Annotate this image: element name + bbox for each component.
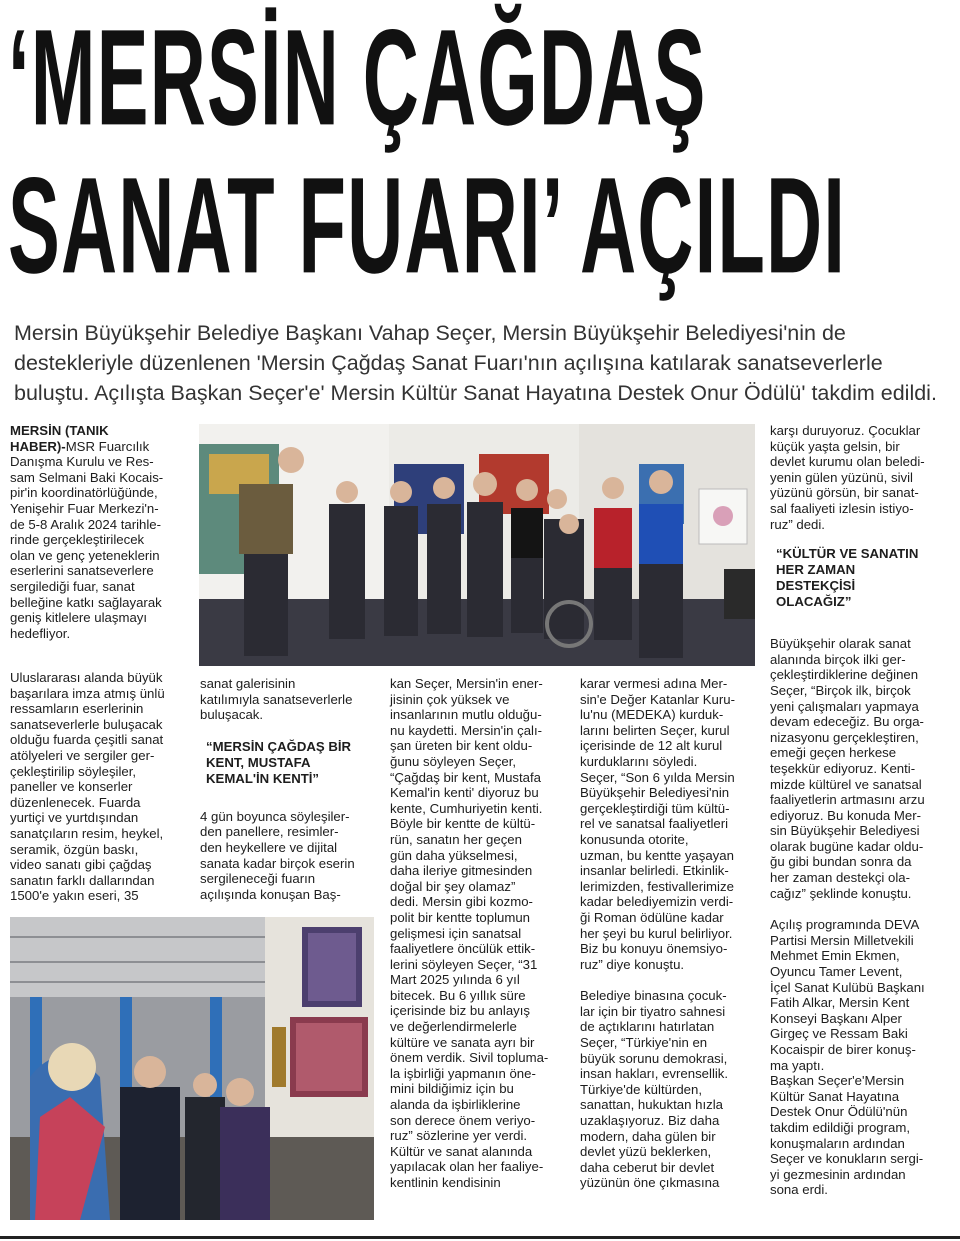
text-line: İçel Sanat Kulübü Başkanı: [770, 979, 925, 995]
column-left-top: [10, 423, 195, 641]
text-line: gelişmesi için sanatsal: [390, 925, 522, 941]
headline-line-2: SANAT FUARI’ AÇILDI: [8, 150, 847, 302]
text-line: buluşacak.: [200, 707, 264, 723]
text-line: eserlerini sanatseverlere: [10, 563, 154, 579]
text-line: rel ve sanatsal faaliyetleri: [580, 816, 729, 832]
text-line: son derece önem veriyo-: [390, 1112, 536, 1128]
text-line: ğu gibi bundan sonra da: [770, 854, 912, 870]
text-line: yurtiçi ve yurtdışından: [10, 810, 139, 826]
text-line: Konseyi Başkanı Alper: [770, 1010, 902, 1026]
text-line: sanatseverlerle buluşacak: [10, 716, 163, 732]
text-line: sanatçıların resim, heykel,: [10, 825, 164, 841]
text-line: kurduklarını söyledi.: [580, 753, 698, 769]
text-line: Büyükşehir Belediyesi'nin: [580, 785, 730, 801]
text-line: de açtıklarını hatırlatan: [580, 1019, 715, 1035]
text-line: Kültür Sanat Hayatına: [770, 1088, 900, 1104]
text-line: MSR Fuarcılık: [65, 438, 150, 454]
text-line: açılışında konuşan Baş-: [200, 886, 341, 902]
text-line: “MERSİN ÇAĞDAŞ BİR: [206, 738, 352, 754]
text-line: insan hakları, evrensellik.: [580, 1066, 729, 1082]
text-line: şan üreten bir kent oldu-: [390, 738, 533, 754]
text-line: Açılış programında DEVA: [770, 917, 920, 933]
text-line: nizasyonu gerçekleştiren,: [770, 729, 919, 745]
text-line: sam Selmani Baki Kocais-: [10, 469, 164, 485]
text-line: Belediye binasına çocuk-: [580, 988, 727, 1004]
text-line: kentlinin kendisinin: [390, 1175, 501, 1190]
text-line: karar vermesi adına Mer-: [580, 676, 728, 691]
text-line: Danışma Kurulu ve Res-: [10, 454, 154, 470]
text-line: paneller ve konserler: [10, 779, 133, 795]
text-line: sanata kadar birçok eserin: [200, 855, 355, 871]
text-line: teşekkür ediyoruz. Kenti-: [770, 760, 916, 776]
paragraph: [770, 917, 952, 1198]
text-line: Fatih Alkar, Mersin Kent: [770, 995, 910, 1011]
text-line: Büyükşehir olarak sanat: [770, 636, 911, 652]
text-line: gün daha yükselmesi,: [390, 847, 518, 863]
text-line: Biz bu konuyu önemsiyo-: [580, 941, 728, 957]
dateline: MERSİN (TANIK: [10, 423, 109, 438]
text-line: modern, daha gülen bir: [580, 1128, 716, 1144]
text-line: Seçer, “Birçok ilk, birçok: [770, 682, 911, 698]
text-line: Türkiye'de kültürden,: [580, 1081, 702, 1097]
text-line: gerçekleştirdiği tüm kültü-: [580, 800, 730, 816]
text-line: lu'nu (MEDEKA) kurduk-: [580, 707, 724, 723]
text-line: video sanatı gibi çağdaş: [10, 857, 152, 873]
text-line: hedefliyor.: [10, 625, 71, 641]
text-line: lerini söyleyen Seçer, “31: [390, 956, 538, 972]
text-line: olan ve genç yeteneklerin: [10, 547, 160, 563]
photo-group-at-fair: [199, 424, 755, 666]
text-line: dedi. Mersin gibi kozmo-: [390, 894, 533, 910]
text-line: devlet kurumu olan beledi-: [770, 454, 925, 470]
text-line: kente, Cumhuriyetin kenti.: [390, 800, 543, 816]
text-line: “KÜLTÜR VE SANATIN: [776, 546, 919, 562]
subheading: [200, 739, 380, 787]
text-line: Girgeç ve Ressam Baki: [770, 1026, 908, 1042]
paragraph: [770, 423, 952, 532]
text-line: Yenişehir Fuar Merkezi'n-: [10, 500, 159, 516]
text-line: içerisinde biz bu anlayış: [390, 1003, 531, 1019]
text-line: KEMAL'İN KENTİ”: [206, 770, 320, 786]
text-line: sin Büyükşehir Belediyesi: [770, 823, 920, 839]
text-line: olduğu fuarda çeşitli sanat: [10, 732, 164, 748]
text-line: ruz” sözlerine yer verdi.: [390, 1128, 528, 1144]
text-line: Başkan Seçer'e'Mersin: [770, 1073, 905, 1089]
text-line: OLACAĞIZ”: [776, 594, 852, 610]
text-line: Kocaispir de birer konuş-: [770, 1042, 916, 1057]
paragraph: [200, 676, 380, 723]
text-line: Kültür ve sanat alanında: [390, 1143, 533, 1159]
text-line: Oyuncu Tamer Levent,: [770, 964, 903, 980]
text-line: mini bildiğimiz için bu: [390, 1081, 514, 1097]
text-line: yeni çalışmaları yapmaya: [770, 698, 919, 714]
text-line: daha ileriye gitmesinden: [390, 863, 533, 879]
text-line: doğal bir şey olamaz”: [390, 878, 516, 894]
text-line: lerimizden, festivallerimize: [580, 878, 734, 894]
text-line: Seçer, “Türkiye'nin en: [580, 1035, 708, 1051]
text-line: de 5-8 Aralık 2024 tarihle-: [10, 516, 162, 532]
column-left-middle: [10, 670, 195, 904]
text-line: seramik, özgün baskı,: [10, 841, 139, 857]
text-line: Mehmet Emin Ekmen,: [770, 948, 900, 964]
text-line: kültüre ve sanata ayrı bir: [390, 1034, 535, 1050]
text-line: Partisi Mersin Milletvekili: [770, 932, 914, 948]
column-center-2: [390, 676, 570, 1191]
text-line: kadar belediyemizin verdi-: [580, 894, 734, 910]
text-line: büyük sorunu demokrasi,: [580, 1050, 728, 1066]
text-line: yapılacak olan her faaliye-: [390, 1159, 544, 1175]
subheading: [770, 546, 952, 610]
text-line: yi gezmesinin ardından: [770, 1166, 906, 1182]
text-line: sal faaliyeti izlesin istiyo-: [770, 500, 914, 516]
text-line: devlet yüzü beklerken,: [580, 1144, 712, 1160]
text-line: den panellere, resimler-: [200, 824, 339, 840]
lead-line: Mersin Büyükşehir Belediye Başkanı Vahap Seçer, Mersin Büyükşehir Belediyesi'nin de: [14, 321, 846, 345]
text-line: rinde gerçekleştirilecek: [10, 532, 145, 548]
text-line: ediyoruz. Bu konuda Mer-: [770, 807, 921, 823]
paragraph: [580, 988, 760, 1191]
text-line: yüzünün öne çıkmasına: [580, 1175, 720, 1191]
text-line: alanında birçok ilki ger-: [770, 651, 906, 667]
text-line: sanat galerisinin: [200, 676, 296, 691]
text-line: her şeyi bu kurul belirliyor.: [580, 925, 733, 941]
text-line: karşı duruyoruz. Çocuklar: [770, 423, 921, 438]
photo-visitors-viewing-art: [10, 917, 374, 1220]
text-line: düzenlenecek. Fuarda: [10, 794, 141, 810]
text-line: olarak bugüne kadar oldu-: [770, 838, 924, 854]
text-line: ruz” dedi.: [770, 516, 825, 532]
text-line: ressamların eserlerinin: [10, 701, 144, 717]
text-line: sanatın farklı dallarından: [10, 872, 155, 888]
dateline: HABER)-: [10, 438, 66, 454]
text-line: daha ceberut bir devlet: [580, 1159, 715, 1175]
text-line: Mart 2025 yılında 6 yıl: [390, 972, 520, 988]
text-line: polit bir kentte toplumun: [390, 909, 531, 925]
lead-paragraph: [14, 318, 944, 408]
text-line: bitecek. Bu 6 yıllık süre: [390, 987, 526, 1003]
text-line: Kemal'in kenti' diyoruz bu: [390, 785, 539, 801]
text-line: rün, sanatın her geçen: [390, 831, 522, 847]
column-center-1: [200, 676, 380, 902]
text-line: larını belirten Seçer, kurul: [580, 722, 730, 738]
text-line: insanlarının mutlu olduğu-: [390, 707, 542, 723]
text-line: atölyeleri ve sergiler ger-: [10, 747, 155, 763]
bottom-rule: [0, 1236, 960, 1239]
text-line: 4 gün boyunca söyleşiler-: [200, 808, 350, 824]
text-line: her zaman destekçi ola-: [770, 870, 911, 886]
text-line: 1500'e yakın eseri, 35: [10, 888, 139, 904]
text-line: sanattan, hukuktan hızla: [580, 1097, 723, 1113]
text-line: mizde kültürel ve sanatsal: [770, 776, 922, 792]
headline-line-1: ‘MERSİN ÇAĞDAŞ: [8, 2, 707, 154]
text-line: cağız” şeklinde konuştu.: [770, 885, 912, 901]
text-line: la işbirliği yapmanın öne-: [390, 1065, 536, 1081]
text-line: insanlar belirledi. Etkinlik-: [580, 863, 729, 879]
text-line: ğunu söyleyen Seçer,: [390, 753, 517, 769]
text-line: kan Seçer, Mersin'in ener-: [390, 676, 543, 691]
text-line: Seçer, “Son 6 yılda Mersin: [580, 769, 735, 785]
text-line: ve değerlendirmelerle: [390, 1019, 517, 1035]
group-photo-illustration: [199, 424, 755, 666]
text-line: lar için bir tiyatro sahnesi: [580, 1003, 726, 1019]
lead-line: buluştu. Açılışta Başkan Seçer'e' Mersin Kültür Sanat Hayatına Destek Onur Ödülü' takdim edildi.: [14, 381, 937, 405]
paragraph: [770, 636, 952, 901]
text-line: alanda da işbirliklerine: [390, 1097, 521, 1113]
paragraph: [390, 676, 570, 1191]
text-line: ği Roman ödülüne kadar: [580, 909, 724, 925]
column-center-3: [580, 676, 760, 1191]
text-line: uzaklaşıyoruz. Biz daha: [580, 1113, 720, 1129]
text-line: yüzünü görsün, bir sanat-: [770, 485, 919, 501]
text-line: başarılara imza atmış ünlü: [10, 685, 165, 701]
paragraph: [10, 670, 195, 904]
text-line: HER ZAMAN: [776, 562, 856, 578]
text-line: katılımıyla sanatseverlerle: [200, 691, 353, 707]
text-line: jisinin çok yüksek ve: [390, 691, 510, 707]
text-line: Böyle bir kentte de kültü-: [390, 816, 536, 832]
text-line: yenin gülen yüzünü, sivil: [770, 469, 913, 485]
visitors-photo-illustration: [10, 917, 374, 1220]
text-line: Uluslararası alanda büyük: [10, 670, 163, 685]
paragraph: [200, 809, 380, 903]
text-line: küçük yaşta gelsin, bir: [770, 438, 900, 454]
text-line: geniş kitlelere ulaşmayı: [10, 610, 148, 626]
paragraph: [10, 454, 195, 641]
text-line: çekleştirilip söyleşiler,: [10, 763, 137, 779]
text-line: emeği geçen herkese: [770, 745, 897, 761]
text-line: DESTEKÇİSİ: [776, 578, 856, 594]
column-right: [770, 423, 952, 1198]
text-line: pir'in koordinatörlüğünde,: [10, 485, 158, 501]
text-line: KENT, MUSTAFA: [206, 754, 311, 770]
text-line: Seçer ve konukların sergi-: [770, 1151, 924, 1167]
text-line: sergileneceği fuarın: [200, 871, 316, 887]
text-line: belleğine katkı sağlayarak: [10, 594, 162, 610]
text-line: çekleştirdiklerine değinen: [770, 667, 919, 683]
text-line: takdim edildiği program,: [770, 1119, 910, 1135]
text-line: faaliyetlerin artmasını arzu: [770, 792, 925, 808]
text-line: sin'e Değer Katanlar Kuru-: [580, 691, 735, 707]
paragraph: [580, 676, 760, 972]
text-line: devam edeceğiz. Bu orga-: [770, 714, 924, 730]
text-line: Destek Onur Ödülü'nün: [770, 1104, 908, 1120]
text-line: önem verdik. Sivil topluma-: [390, 1050, 549, 1066]
text-line: sergilediği fuar, sanat: [10, 578, 135, 594]
text-line: nu kaydetti. Mersin'in çalı-: [390, 722, 543, 738]
text-line: konusunda otorite,: [580, 831, 689, 847]
text-line: uzman, bu kentte yaşayan: [580, 847, 734, 863]
text-line: ruz” diye konuştu.: [580, 956, 685, 972]
lead-line: destekleriyle düzenlenen 'Mersin Çağdaş Sanat Fuarı'nın açılışına katılarak sanatseverlerle: [14, 351, 883, 375]
text-line: sona erdi.: [770, 1182, 828, 1198]
text-line: içerisinde de 12 alt kurul: [580, 738, 723, 754]
text-line: konuşmaların ardından: [770, 1135, 905, 1151]
text-line: “Çağdaş bir kent, Mustafa: [390, 769, 541, 785]
text-line: faaliyetlere öncülük ettik-: [390, 941, 536, 957]
text-line: ma yaptı.: [770, 1057, 825, 1073]
text-line: den heykellere ve dijital: [200, 839, 338, 855]
